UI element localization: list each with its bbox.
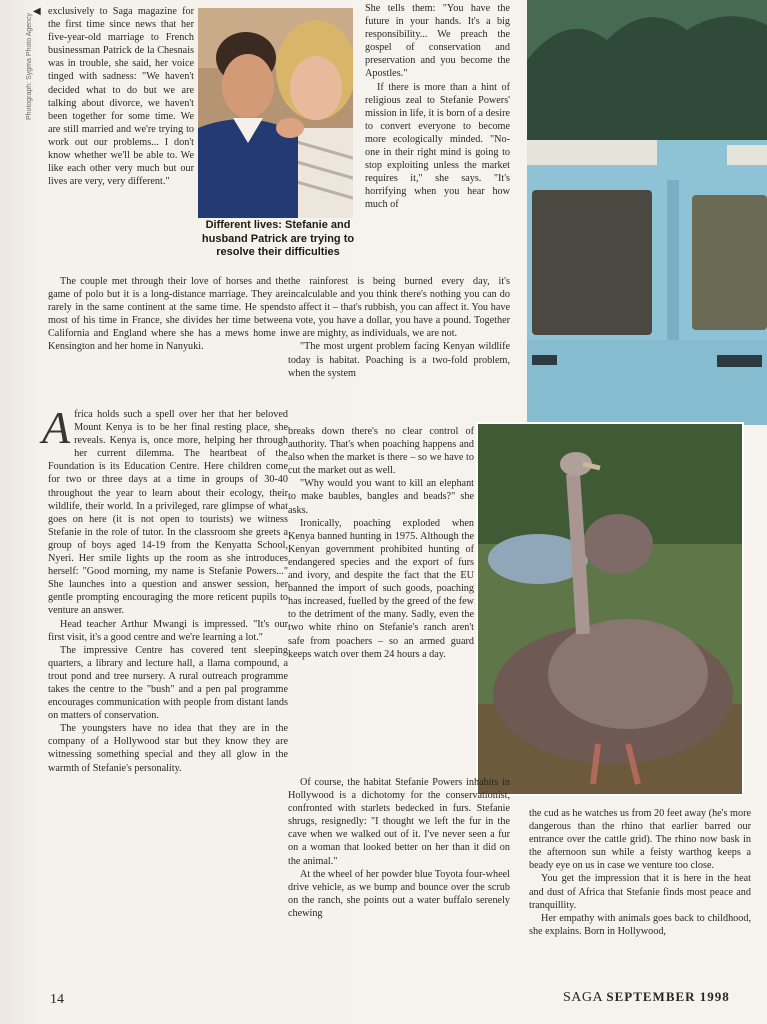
column-2-upper <box>288 275 510 380</box>
paragraph: You get the impression that it is here in the heat and dust of Africa that Stefanie finds most peace and tranquillity. <box>529 873 751 911</box>
paragraph: The youngsters have no idea that they are in the company of a Hollywood star but they know they are witnessing something special and they all glow in the warmth of Stefanie's personality. <box>48 723 288 774</box>
couple-photo <box>198 8 353 218</box>
paragraph: If there is more than a hint of religious zeal to Stefanie Powers' mission in life, it is born of a desire to convert everyone to become more ecologically minded. "No-one in their right mind is going to stop exploiting unless the market requires it," she says. "It's horrifying when you hear how much of <box>365 81 510 211</box>
paragraph-text: frica holds such a spell over her that her beloved Mount Kenya is to be her final resting place, she reveals. Kenya is, once more, helping her through her current dilemma. The heartbeat of the Foundation is its Education Centre. Here children come for two or three days at a time in groups of 30-40 throughout the year to learn about their ecology, their wildlife, their world. In a privileged, rare glimpse of what goes on here (it is not open to tourists) we witness Stefanie in the role of tutor. In the classroom she greets a group of boys aged 14-19 from the Kenyatta School, Nyeri. Her smile lights up the room as she introduces herself: "Good morning, my name is Stefanie Powers..." She launches into a question and answer session, her gentle prompting encouraging the more reticent pupils to venture an answer. <box>48 409 288 617</box>
jeep-photo <box>527 0 767 425</box>
paragraph: the rainforest is being burned every day, it's incalculable and you think there's nothing you can do to affect it – that's rubbish, you can affect it. You have a vote, you have a dollar, you have a pound. Together we are mighty, as individuals, we are not. <box>288 276 510 340</box>
ostrich-photo <box>476 422 744 796</box>
column-1-bottom <box>42 402 288 775</box>
drop-cap: A <box>42 402 71 453</box>
footer-issue <box>563 989 730 1006</box>
paragraph: The couple met through their love of horses and the game of polo but it is a long-distance marriage. They are rarely in the same continent at the same time. He spends most of his time in France, she divides her time between California and England where she has a mews home in Kensington and her home in Nanyuki. <box>48 276 288 353</box>
footer-date: SEPTEMBER 1998 <box>606 989 730 1004</box>
photo-credit: Photograph: Sygma Photo Agency <box>26 12 33 120</box>
paragraph: The impressive Centre has covered tent sleeping quarters, a library and lecture hall, a llama compound, a trout pond and tree nursery. A rural outreach programme takes the centre to the "bush" and a pen pal programme encourages communication with people from distant lands on matters of conservation. <box>48 644 288 722</box>
paragraph: Ironically, poaching exploded when Kenya banned hunting in 1975. Although the Kenyan government prohibited hunting of endangered species and the export of furs and ivory, and despite the fact that the EU banned the import of such goods, poaching has increased, fuelled by the greed of the few to the detriment of the many. Sadly, even the two white rhino on Stefanie's ranch aren't safe from poachers – so an armed guard keeps watch over them 24 hours a day. <box>288 517 474 660</box>
paragraph: exclusively to Saga magazine for the first time since news that her five-year-old marriage to French businessman Patrick de la Chesnais was in trouble, she said, her voice tinged with sadness: "We haven't decided what to do but we are talking about divorce, we haven't been together for some time. We are still married and we're trying to work out our problems... I don't know whether we'll be able to. We like each other very much but our lives are very, very different." <box>48 6 194 188</box>
paragraph: breaks down there's no clear control of authority. That's when poaching happens and also when the market is there – so we have to cut the market out as well. <box>288 426 474 477</box>
jeep-photo-art <box>527 0 767 425</box>
couple-photo-art <box>198 8 353 218</box>
column-1-middle <box>48 275 288 354</box>
paragraph-dropcap <box>42 402 288 618</box>
paragraph: Her empathy with animals goes back to childhood, she explains. Born in Hollywood, <box>529 912 751 937</box>
column-3-bottom <box>529 807 751 938</box>
footer-brand: SAGA <box>563 990 603 1005</box>
column-2-middle <box>288 425 474 661</box>
photo-caption: Different lives: Stefanie and husband Patrick are trying to resolve their difficulties <box>201 219 355 258</box>
paragraph: Of course, the habitat Stefanie Powers inhabits in Hollywood is a dichotomy for the conservationist, confronted with starlets bedecked in furs. Stefanie shrugs, resignedly: "I thought we left the fur in the cave when we walked out of it. I've never seen a fur on a woman that looked better on her than it did on the animal." <box>288 777 510 867</box>
continue-arrow-icon: ◀ <box>33 6 41 17</box>
paragraph: "Why would you want to kill an elephant to make baubles, bangles and beads?" she asks. <box>288 478 474 516</box>
paragraph: "The most urgent problem facing Kenyan wildlife today is habitat. Poaching is a two-fold problem, when the system <box>288 341 510 379</box>
paragraph: the cud as he watches us from 20 feet away (he's more dangerous than the rhino that earlier barred our entrance over the cattle grid). The rhino now bask in the afternoon sun while a feisty warthog keeps a beady eye on us in case we venture too close. <box>529 808 751 872</box>
page-number: 14 <box>50 992 64 1007</box>
column-2-top <box>365 2 510 212</box>
paragraph: Head teacher Arthur Mwangi is impressed. "It's our first visit, it's a good centre and we're learning a lot." <box>48 618 288 643</box>
paragraph: She tells them: "You have the future in your hands. It's a big responsibility... We preach the gospel of conservation and preservation and you become the Apostles." <box>365 3 510 80</box>
paragraph: At the wheel of her powder blue Toyota four-wheel drive vehicle, as we bump and bounce over the scrub on the ranch, she points out a water buffalo serenely chewing <box>288 868 510 919</box>
ostrich-photo-art <box>478 424 742 794</box>
column-1-top <box>48 5 194 188</box>
column-2-bottom <box>288 776 510 920</box>
